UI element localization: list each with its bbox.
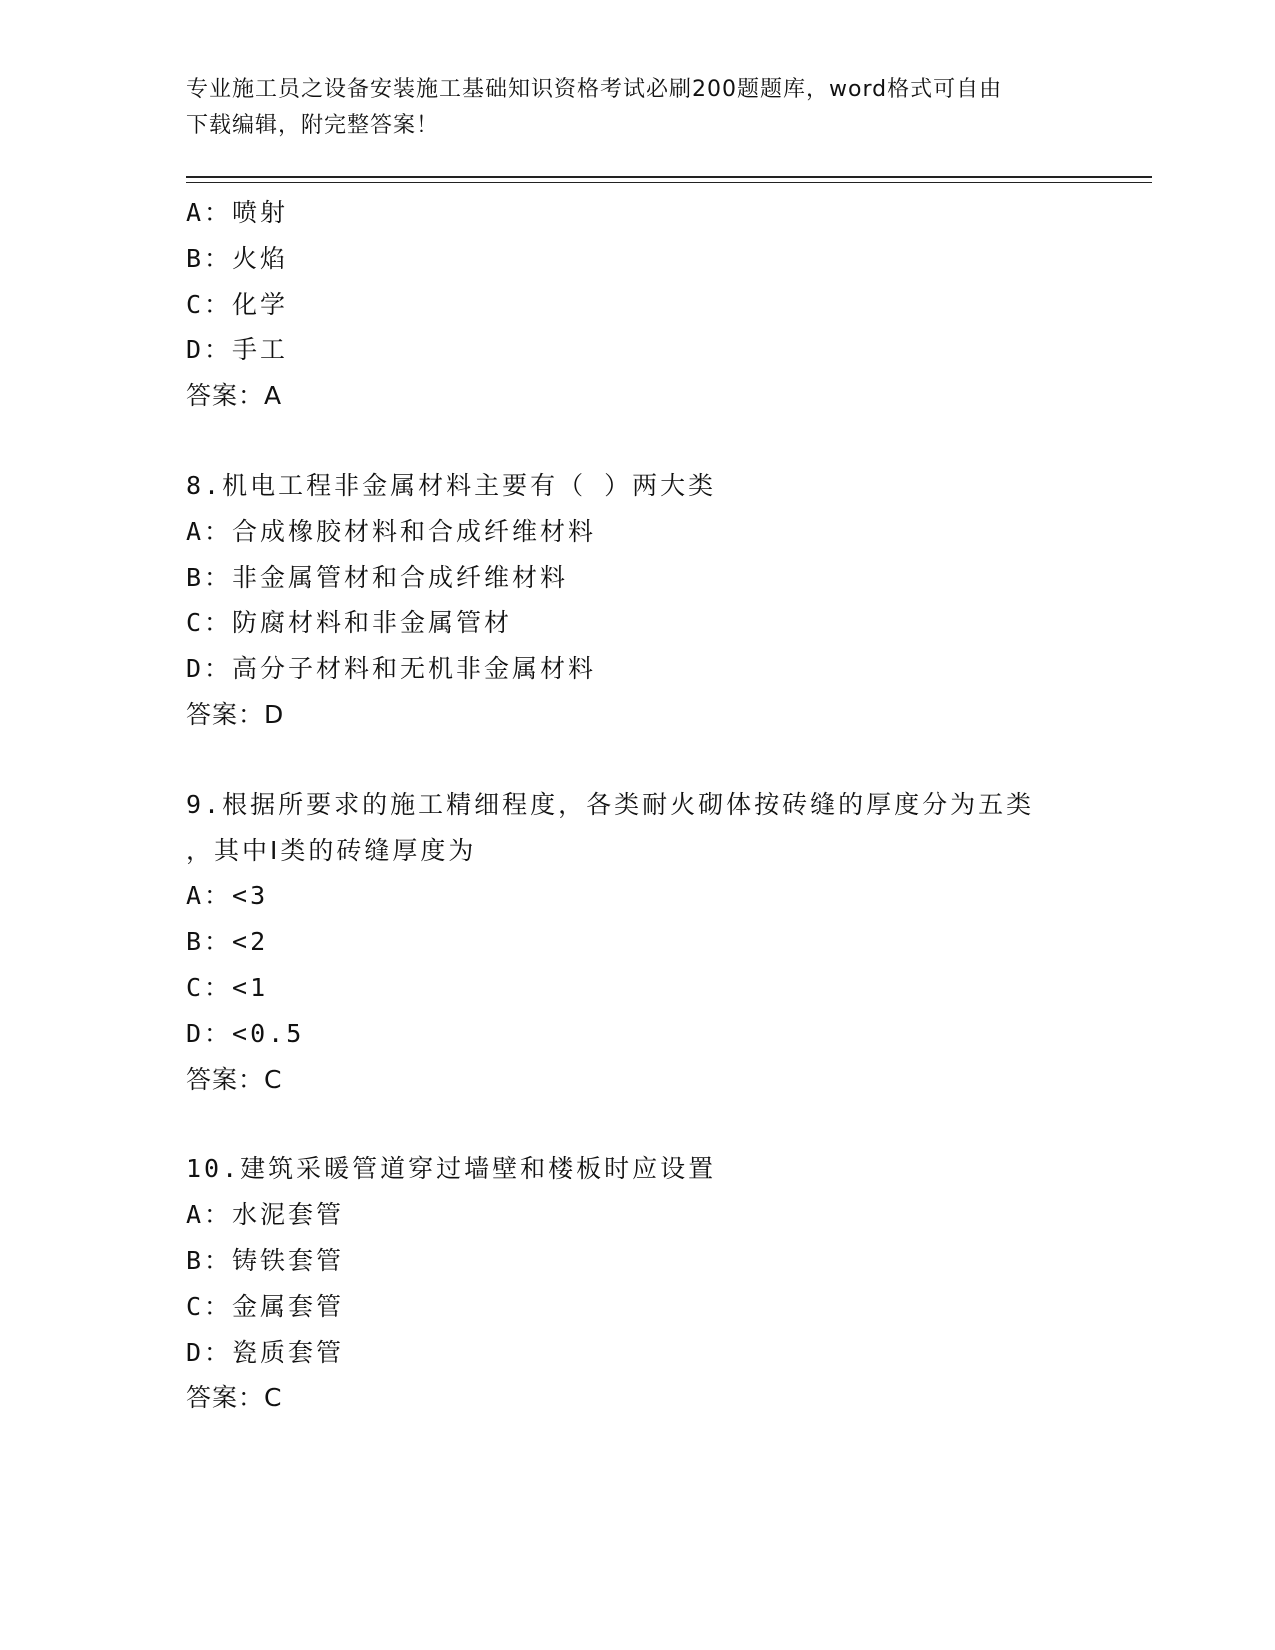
question-9-block [186,782,1086,1103]
option-b: B：火焰 [186,243,289,273]
question-text: 10.建筑采暖管道穿过墙壁和楼板时应设置 [186,1154,717,1184]
option-a: A：合成橡胶材料和合成纤维材料 [186,516,597,546]
option-d: D：手工 [186,335,289,365]
answer: 答案：D [186,699,285,729]
option-c: C：<1 [186,972,269,1002]
question-8-block [186,463,1086,738]
option-a: A：<3 [186,881,269,911]
document-header [186,72,1066,144]
answer: 答案：C [186,1383,283,1413]
option-c: C：防腐材料和非金属管材 [186,608,513,638]
question-text: 9.根据所要求的施工精细程度，各类耐火砌体按砖缝的厚度分为五类 [186,789,1035,819]
question-list [186,190,1086,1421]
header-divider-top [186,176,1152,178]
option-a: A：水泥套管 [186,1200,345,1230]
header-line-1: 专业施工员之设备安装施工基础知识资格考试必刷200题题库，word格式可自由 [186,77,1003,102]
option-d: D：高分子材料和无机非金属材料 [186,654,597,684]
option-b: B：铸铁套管 [186,1245,345,1275]
option-b: B：非金属管材和合成纤维材料 [186,562,569,592]
option-c: C：金属套管 [186,1291,345,1321]
option-a: A：喷射 [186,198,289,227]
header-line-2: 下载编辑，附完整答案！ [186,113,440,138]
option-d: D：瓷质套管 [186,1337,345,1367]
question-text: 8.机电工程非金属材料主要有（ ）两大类 [186,470,717,500]
prev-question-block [186,190,1086,419]
answer: 答案：A [186,381,283,411]
question-text-continued: ，其中Ⅰ类的砖缝厚度为 [186,835,477,865]
question-10-block [186,1146,1086,1421]
option-b: B：<2 [186,927,269,957]
option-d: D：<0.5 [186,1018,305,1048]
header-divider-bottom [186,182,1152,183]
answer: 答案：C [186,1064,283,1094]
option-c: C：化学 [186,289,289,319]
